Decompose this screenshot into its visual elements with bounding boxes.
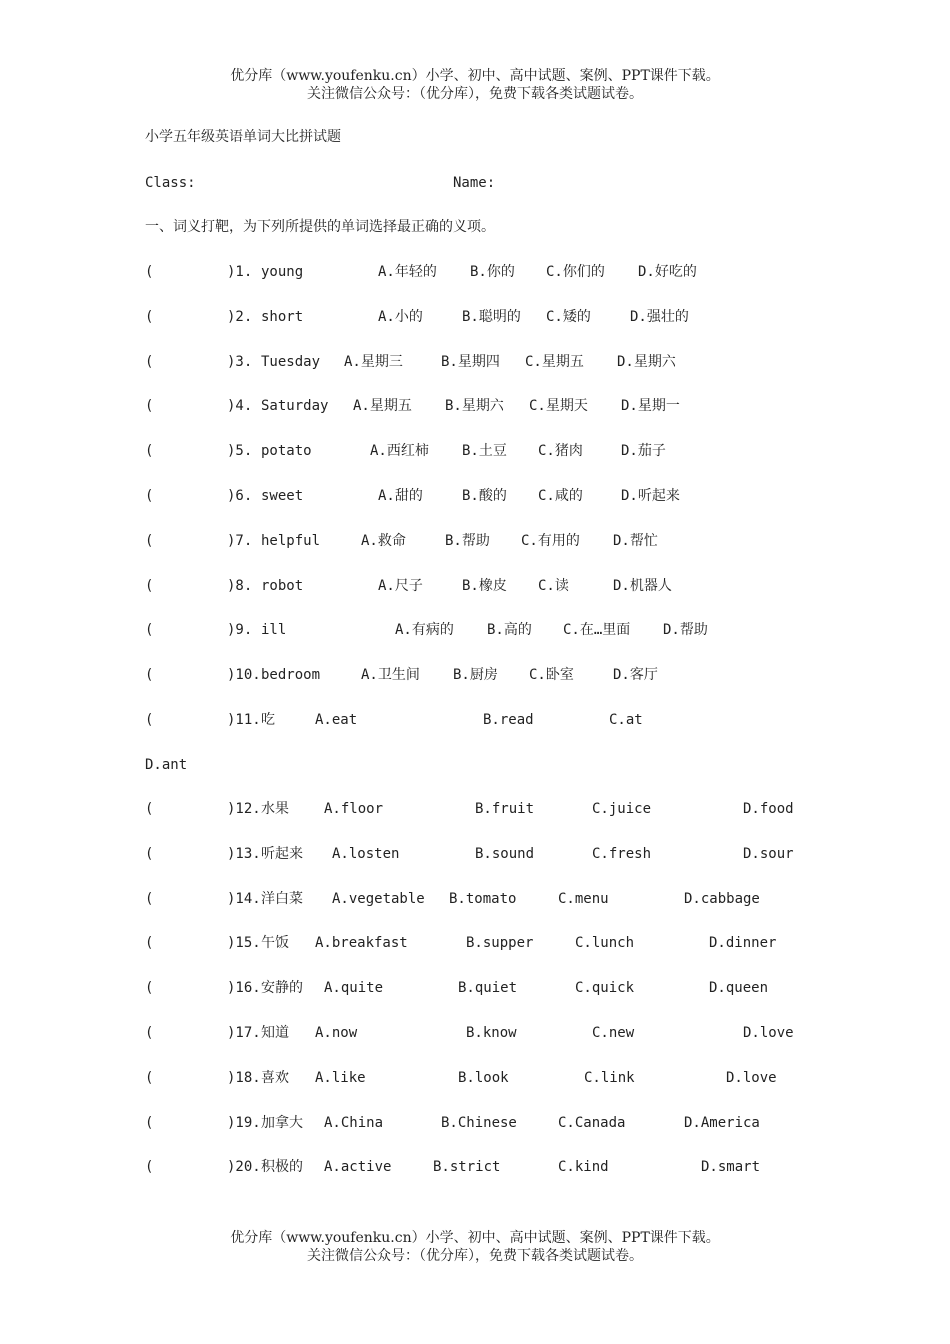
option-d: D.帮忙: [613, 533, 658, 549]
question-number: )16.: [227, 980, 261, 996]
option-b: B.read: [483, 712, 534, 728]
option-b: B.你的: [470, 264, 515, 280]
question-number: )3.: [227, 354, 253, 370]
option-c: C.星期五: [525, 354, 584, 370]
option-c: C.Canada: [558, 1115, 626, 1131]
answer-blank: (: [145, 264, 154, 280]
option-b: B.Chinese: [441, 1115, 517, 1131]
option-d: D.机器人: [613, 578, 672, 594]
option-c: C.juice: [592, 801, 652, 817]
answer-blank: (: [145, 1070, 154, 1086]
option-d: D.food: [743, 801, 794, 817]
option-c: C.fresh: [592, 846, 652, 862]
option-a: A.eat: [315, 712, 358, 728]
option-a: A.breakfast: [315, 935, 408, 951]
answer-blank: (: [145, 846, 154, 862]
option-d: D.queen: [709, 980, 769, 996]
option-a: A.active: [324, 1159, 392, 1175]
question-number: )1.: [227, 264, 253, 280]
question-number: )14.: [227, 891, 261, 907]
question-word: helpful: [261, 533, 321, 549]
option-a: A.星期五: [353, 398, 412, 414]
option-c: C.at: [609, 712, 643, 728]
option-d: D.smart: [701, 1159, 761, 1175]
question-number: )6.: [227, 488, 253, 504]
question-number: )18.: [227, 1070, 261, 1086]
option-d: D.客厅: [613, 667, 658, 683]
question-number: )15.: [227, 935, 261, 951]
answer-blank: (: [145, 309, 154, 325]
page-header: [0, 67, 950, 103]
question-word: potato: [261, 443, 312, 459]
option-a: A.小的: [378, 309, 423, 325]
option-c: C.kind: [558, 1159, 609, 1175]
footer-line-1: 优分库（www.youfenku.cn）小学、初中、高中试题、案例、PPT课件下载。: [230, 1230, 720, 1246]
option-b: B.高的: [487, 622, 532, 638]
option-a: A.甜的: [378, 488, 423, 504]
option-c: C.咸的: [538, 488, 583, 504]
question-word: 知道: [261, 1025, 289, 1041]
question-word: Tuesday: [261, 354, 321, 370]
option-b: B.土豆: [462, 443, 507, 459]
question-number: )4.: [227, 398, 253, 414]
option-b: B.know: [466, 1025, 517, 1041]
header-line-2: 关注微信公众号：（优分库），免费下载各类试题试卷。: [307, 86, 643, 102]
option-c: C.在…里面: [563, 622, 631, 638]
question-word: ill: [261, 622, 287, 638]
answer-blank: (: [145, 354, 154, 370]
option-c: C.lunch: [575, 935, 635, 951]
option-d: D.听起来: [621, 488, 680, 504]
option-c: C.读: [538, 578, 569, 594]
option-a: A.now: [315, 1025, 358, 1041]
answer-blank: (: [145, 891, 154, 907]
question-word: sweet: [261, 488, 304, 504]
option-b: B.橡皮: [462, 578, 507, 594]
answer-blank: (: [145, 443, 154, 459]
question-number: )19.: [227, 1115, 261, 1131]
option-c: C.矮的: [546, 309, 591, 325]
option-a: A.救命: [361, 533, 406, 549]
option-a: A.星期三: [344, 354, 403, 370]
option-d: D.帮助: [663, 622, 708, 638]
question-word: Saturday: [261, 398, 329, 414]
option-b: B.tomato: [449, 891, 517, 907]
option-a: A.有病的: [395, 622, 454, 638]
section1-instruction: 一、词义打靶，为下列所提供的单词选择最正确的义项。: [145, 219, 495, 235]
question-word: 听起来: [261, 846, 303, 862]
question-word: 水果: [261, 801, 289, 817]
question-word: 喜欢: [261, 1070, 289, 1086]
answer-blank: (: [145, 622, 154, 638]
answer-blank: (: [145, 533, 154, 549]
option-d: D.sour: [743, 846, 794, 862]
answer-blank: (: [145, 1025, 154, 1041]
header-line-1: 优分库（www.youfenku.cn）小学、初中、高中试题、案例、PPT课件下载。: [230, 68, 720, 84]
option-d: D.America: [684, 1115, 760, 1131]
option-b: B.星期四: [441, 354, 500, 370]
option-d: D.ant: [145, 757, 188, 773]
option-d: D.星期六: [617, 354, 676, 370]
option-c: C.link: [584, 1070, 635, 1086]
question-number: )10.: [227, 667, 261, 683]
option-a: A.China: [324, 1115, 384, 1131]
page-footer: [0, 1229, 950, 1265]
question-word: 吃: [261, 712, 275, 728]
question-number: )17.: [227, 1025, 261, 1041]
question-number: )20.: [227, 1159, 261, 1175]
answer-blank: (: [145, 935, 154, 951]
question-number: )7.: [227, 533, 253, 549]
question-number: )9.: [227, 622, 253, 638]
option-a: A.卫生间: [361, 667, 420, 683]
answer-blank: (: [145, 801, 154, 817]
option-a: A.losten: [332, 846, 400, 862]
option-b: B.fruit: [475, 801, 535, 817]
option-d: D.love: [743, 1025, 794, 1041]
question-word: 午饭: [261, 935, 289, 951]
option-c: C.new: [592, 1025, 635, 1041]
option-b: B.厨房: [453, 667, 498, 683]
option-d: D.茄子: [621, 443, 666, 459]
option-c: C.menu: [558, 891, 609, 907]
answer-blank: (: [145, 1159, 154, 1175]
option-c: C.卧室: [529, 667, 574, 683]
footer-line-2: 关注微信公众号：（优分库），免费下载各类试题试卷。: [307, 1248, 643, 1264]
option-c: C.有用的: [521, 533, 580, 549]
option-a: A.年轻的: [378, 264, 437, 280]
question-word: robot: [261, 578, 304, 594]
answer-blank: (: [145, 1115, 154, 1131]
option-c: C.quick: [575, 980, 635, 996]
option-d: D.好吃的: [638, 264, 697, 280]
answer-blank: (: [145, 980, 154, 996]
option-c: C.你们的: [546, 264, 605, 280]
question-number: )12.: [227, 801, 261, 817]
worksheet-title: 小学五年级英语单词大比拼试题: [145, 129, 341, 145]
option-b: B.quiet: [458, 980, 518, 996]
question-word: 洋白菜: [261, 891, 303, 907]
answer-blank: (: [145, 578, 154, 594]
option-c: C.猪肉: [538, 443, 583, 459]
option-b: B.帮助: [445, 533, 490, 549]
answer-blank: (: [145, 667, 154, 683]
option-a: A.floor: [324, 801, 384, 817]
option-b: B.聪明的: [462, 309, 521, 325]
option-d: D.dinner: [709, 935, 777, 951]
option-b: B.strict: [433, 1159, 501, 1175]
option-a: A.尺子: [378, 578, 423, 594]
option-b: B.星期六: [445, 398, 504, 414]
question-number: )5.: [227, 443, 253, 459]
option-d: D.cabbage: [684, 891, 760, 907]
option-d: D.强壮的: [630, 309, 689, 325]
option-b: B.酸的: [462, 488, 507, 504]
question-number: )13.: [227, 846, 261, 862]
option-a: A.西红柿: [370, 443, 429, 459]
option-c: C.星期天: [529, 398, 588, 414]
question-word: 安静的: [261, 980, 303, 996]
option-b: B.look: [458, 1070, 509, 1086]
question-word: short: [261, 309, 304, 325]
question-word: bedroom: [261, 667, 321, 683]
option-b: B.supper: [466, 935, 534, 951]
option-a: A.quite: [324, 980, 384, 996]
question-word: young: [261, 264, 304, 280]
option-d: D.星期一: [621, 398, 680, 414]
answer-blank: (: [145, 488, 154, 504]
option-b: B.sound: [475, 846, 535, 862]
question-word: 积极的: [261, 1159, 303, 1175]
class-label: Class:: [145, 175, 196, 191]
question-number: )8.: [227, 578, 253, 594]
option-d: D.love: [726, 1070, 777, 1086]
question-number: )11.: [227, 712, 261, 728]
option-a: A.like: [315, 1070, 366, 1086]
answer-blank: (: [145, 712, 154, 728]
question-word: 加拿大: [261, 1115, 303, 1131]
name-label: Name:: [453, 175, 496, 191]
answer-blank: (: [145, 398, 154, 414]
option-a: A.vegetable: [332, 891, 425, 907]
question-number: )2.: [227, 309, 253, 325]
